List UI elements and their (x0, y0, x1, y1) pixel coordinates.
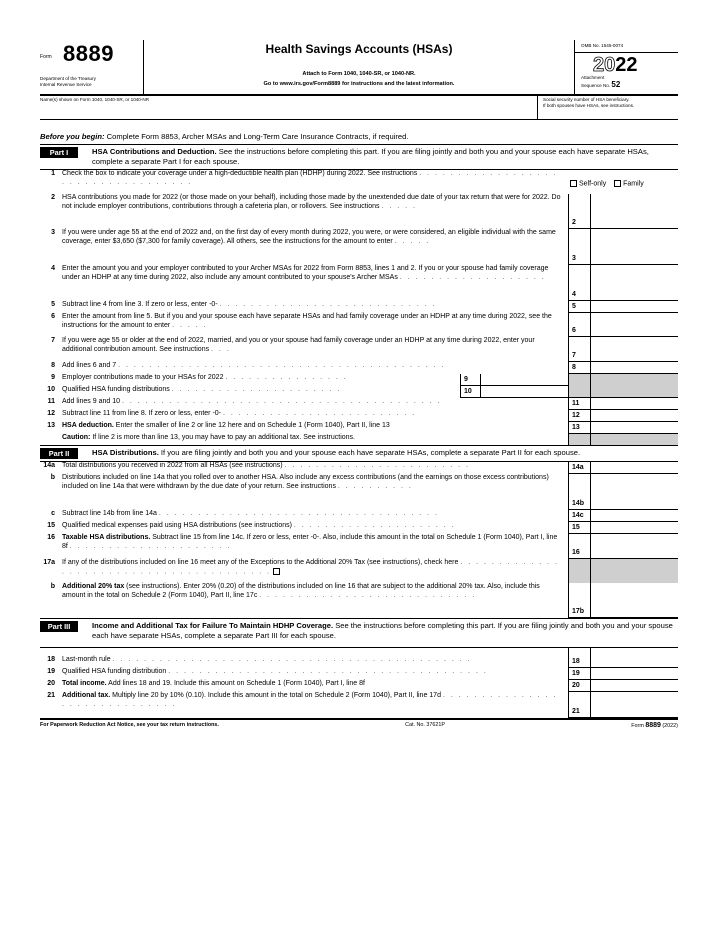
department: Department of the Treasury Internal Revenue Service (40, 76, 96, 87)
line-8 (40, 362, 678, 374)
footer-form-word: Form (631, 722, 644, 729)
line-7 (40, 337, 678, 362)
line-number-blank (40, 434, 62, 445)
family-label: Family (623, 180, 644, 188)
spacer-text (62, 648, 568, 656)
line-16-text: Subtract line 15 from line 14c. If zero or less, enter -0-. Also, include this amount in the total on Schedule 1 (Form 1040), Part I, line 8f (62, 534, 558, 550)
shaded-cell (568, 386, 590, 398)
line-9 (40, 374, 678, 386)
line-5 (40, 301, 678, 313)
shaded-cell (568, 559, 590, 583)
line-7-box-label: 7 (568, 337, 590, 362)
form-header (40, 40, 678, 96)
attachment-sequence-label: Attachment Sequence No. (581, 74, 611, 89)
line-number: 12 (47, 410, 55, 418)
omb-block (574, 40, 678, 94)
line-19 (40, 668, 678, 680)
line-12-text: Subtract line 11 from line 8. If zero or less, enter -0- (62, 410, 221, 418)
line-17b-amount[interactable] (590, 583, 678, 618)
line-14b (40, 474, 678, 510)
line-2 (40, 194, 678, 229)
part2-tag: Part II (40, 448, 78, 459)
line-number: 9 (51, 374, 55, 382)
line-text (62, 434, 568, 445)
part3-title: Income and Additional Tax for Failure To Maintain HDHP Coverage. (92, 621, 334, 631)
line-6-text: Enter the amount from line 5. But if you and your spouse each have separate HSAs and had family coverage under an HDHP at any time during 2022, see the instructions for the amount to enter (62, 313, 552, 329)
line-text: Subtract line 4 from line 3. If zero or less, enter -0- . . . . . . . . . . . . . . . . . . . . . . . . . . . . (62, 301, 437, 309)
line-13-amount[interactable] (590, 422, 678, 434)
line-number: b (50, 583, 55, 591)
footer-cat: Cat. No. 37621P (405, 721, 446, 728)
line-text: If you were under age 55 at the end of 2022 and, on the first day of every month during 2022, you were, or were considered, an eligible individual with the same coverage, enter $3,650 ($7,300 for family coverage). All others, see the instructions for the amount to enter . . . . . (62, 229, 556, 245)
part1-header (40, 145, 678, 170)
line-number: 11 (47, 398, 55, 406)
line-15-text: Qualified medical expenses paid using HSA distributions (see instructions) (62, 522, 292, 530)
line-text: Add lines 9 and 10 . . . . . . . . . . . . . . . . . . . . . . . . . . . . . . . . . . . . . . . . . (62, 398, 442, 406)
name-field[interactable] (40, 96, 538, 119)
line-number: 10 (47, 386, 55, 394)
footer-form-number: 8889 (645, 721, 661, 729)
caution-text: If line 2 is more than line 13, you may have to pay an additional tax. See instructions. (90, 434, 355, 442)
shaded-cell (568, 434, 590, 445)
line-text: Total distributions you received in 2022 from all HSAs (see instructions) . . . . . . . . . . . . . . . . . . . . . . . . (62, 462, 470, 470)
line-2-box-label: 2 (568, 194, 590, 229)
line-14b-text: Distributions included on line 14a that you rolled over to another HSA. Also include any excess contributions (and the earnings on those excess contributions) included on line 14a that were withdrawn by the due date of your return. See instructions (62, 474, 549, 490)
line-text: Taxable HSA distributions. Subtract line 15 from line 14c. If zero or less, enter -0-. Also, include this amount in the total on Schedule 1 (Form 1040), Part I, line 8f . . . . . . . . . . . . . . . . . . . . . (62, 534, 558, 550)
line-18-box-label: 18 (568, 656, 590, 668)
line-text: Subtract line 11 from line 8. If zero or less, enter -0- . . . . . . . . . . . . . . . . . . . . . . . . . (62, 410, 417, 418)
line-number: 3 (51, 229, 55, 237)
line-text: Qualified HSA funding distributions . . . . . . . . . . . . . . . . . . . . . . (62, 386, 342, 394)
part2-title: HSA Distributions. (92, 448, 159, 458)
line-6 (40, 313, 678, 337)
line-17b-text: (see instructions). Enter 20% (0.20) of the distributions included on line 16 that are subject to the additional 20% tax. Also, include this amount in the total on Schedule 2 (Form 1040), Part II, line 17c (62, 583, 540, 599)
before-text: Complete Form 8853, Archer MSAs and Long-Term Care Insurance Contracts, if required. (104, 132, 409, 141)
tax-year (575, 55, 678, 75)
line-4-text: Enter the amount you and your employer contributed to your Archer MSAs for 2022 from Form 8853, lines 1 and 2. If you or your spouse had family coverage under an HDHP at any time during 2022, also include any amount contributed to your spouse's Archer MSAs (62, 265, 549, 281)
ssn-field[interactable] (538, 96, 678, 119)
line-20-text: Add lines 18 and 19. Include this amount on Schedule 1 (Form 1040), Part I, line 8f (106, 679, 365, 687)
part1-tag: Part I (40, 147, 78, 158)
before-lead: Before you begin: (40, 132, 105, 141)
part2-text (92, 448, 580, 459)
form-footer (40, 718, 678, 731)
shaded-cell (590, 559, 678, 583)
line-10 (40, 386, 678, 398)
line-11-box-label: 11 (568, 398, 590, 410)
line-7-amount[interactable] (590, 337, 678, 362)
line-4-amount[interactable] (590, 265, 678, 301)
line-15 (40, 522, 678, 534)
line-14c-amount[interactable] (590, 510, 678, 522)
footer-year: (2022) (662, 722, 678, 729)
line-14c (40, 510, 678, 522)
part1-title: HSA Contributions and Deduction. (92, 147, 217, 157)
line-18-text: Last-month rule (62, 655, 111, 663)
line-6-amount[interactable] (590, 313, 678, 337)
line-13 (40, 422, 678, 434)
line-11-text: Add lines 9 and 10 (62, 398, 120, 406)
year-suffix: 22 (615, 53, 638, 76)
shaded-cell (590, 386, 678, 398)
coverage-choices (568, 180, 678, 189)
line-20 (40, 680, 678, 692)
part3-tag: Part III (40, 621, 78, 632)
line-16-lead: Taxable HSA distributions. (62, 534, 151, 542)
line-9-mid (460, 374, 568, 386)
line-21 (40, 692, 678, 718)
line-3-amount[interactable] (590, 229, 678, 265)
line-5-text: Subtract line 4 from line 3. If zero or less, enter -0- (62, 301, 218, 309)
line-9-amount[interactable] (480, 374, 568, 386)
part2-header (40, 446, 678, 462)
line-number: 1 (51, 170, 55, 178)
line-8-box-label: 8 (568, 362, 590, 374)
year-prefix: 20 (593, 53, 616, 76)
line-21-lead: Additional tax. (62, 691, 111, 699)
line-12 (40, 410, 678, 422)
line-number: 20 (47, 679, 55, 687)
line-14b-amount[interactable] (590, 474, 678, 510)
line-17b (40, 583, 678, 619)
line-10-amount[interactable] (480, 386, 568, 398)
line-text: Qualified medical expenses paid using HSA distributions (see instructions) . . . . . . . . . . . . . . . . . . . . . (62, 522, 456, 530)
line-13-lead: HSA deduction. (62, 422, 114, 430)
blank-cell (568, 648, 590, 656)
line-14b-box-label: 14b (568, 474, 590, 510)
form-word: Form (40, 54, 52, 60)
line-17a (40, 559, 678, 583)
line-text: Check the box to indicate your coverage under a high-deductible health plan (HDHP) during 2022. See instructions . . . . . . . . . . . . . . . . . . . . . . . . . . . . . . . . . . . (62, 170, 558, 186)
line-text: Subtract line 14b from line 14a . . . . . . . . . . . . . . . . . . . . . . . . . . . . . . . . . . . . (62, 510, 439, 518)
line-number: 2 (51, 194, 55, 202)
line-21-text: Multiply line 20 by 10% (0.10). Include this amount in the total on Schedule 2 (Form 1040), Part II, line 17d (110, 691, 441, 699)
line-20-lead: Total income. (62, 679, 107, 687)
line-13-text: Enter the smaller of line 2 or line 12 here and on Schedule 1 (Form 1040), Part II, line 13 (113, 422, 390, 430)
shaded-cell (568, 374, 590, 386)
line-number: 4 (51, 265, 55, 273)
sequence-number: 52 (611, 80, 621, 90)
shaded-cell (590, 434, 678, 445)
line-19-box-label: 19 (568, 668, 590, 680)
name-label: Name(s) shown on Form 1040, 1040-SR, or 1040-NR (40, 97, 150, 102)
line-13-caution (40, 434, 678, 446)
line-10-mid (460, 386, 568, 398)
line-19-amount[interactable] (590, 668, 678, 680)
line-text: Additional 20% tax (see instructions). Enter 20% (0.20) of the distributions included on line 16 that are subject to the additional 20% tax. Also, include this amount in the total on Schedule 2 (Form 1040), Part II, line 17c . . . . . . . . . . . . . . . . . . . . . . . . . . . . (62, 583, 540, 599)
line-text: If you were age 55 or older at the end of 2022, married, and you or your spouse had family coverage under an HDHP at any time during 2022, enter your additional contribution amount. See instructions . . . (62, 337, 535, 353)
line-text (62, 680, 568, 692)
footer-notice: For Paperwork Reduction Act Notice, see your tax return instructions. (40, 721, 219, 728)
line-number: c (51, 510, 55, 518)
line-number: 17a (43, 559, 55, 567)
line-number: 19 (47, 667, 55, 675)
line-14a-box-label: 14a (568, 462, 590, 474)
self-only-label: Self-only (579, 180, 607, 188)
line-14a-amount[interactable] (590, 462, 678, 474)
line-14a (40, 462, 678, 474)
line-4-box-label: 4 (568, 265, 590, 301)
line-number: 7 (51, 337, 55, 345)
line-18-amount[interactable] (590, 656, 678, 668)
part3-text (92, 621, 678, 641)
line-number: b (50, 474, 55, 482)
line-6-box-label: 6 (568, 313, 590, 337)
line-16 (40, 534, 678, 559)
form-title-block (144, 40, 574, 94)
line-15-amount[interactable] (590, 522, 678, 534)
form-id-block (40, 40, 144, 94)
line-11-amount[interactable] (590, 398, 678, 410)
line-9-text: Employer contributions made to your HSAs for 2022 (62, 374, 224, 382)
line-14c-box-label: 14c (568, 510, 590, 522)
footer-form-id (631, 722, 678, 731)
line-19-text: Qualified HSA funding distribution (62, 667, 167, 675)
line-13-box-label: 13 (568, 422, 590, 434)
line-10-box-label: 10 (460, 386, 480, 398)
family-checkbox[interactable] (614, 180, 621, 187)
part2-desc: If you are filing jointly and both you and your spouse each have separate HSAs, complete a separate Part II for each spouse. (158, 448, 581, 458)
line-5-amount[interactable] (590, 301, 678, 313)
line-7-text: If you were age 55 or older at the end of 2022, married, and you or your spouse had family coverage under an HDHP at any time during 2022, enter your additional contribution amount. See instructions (62, 337, 535, 353)
goto-note: Go to www.irs.gov/Form8889 for instructions and the latest information. (263, 80, 455, 87)
line-5-box-label: 5 (568, 301, 590, 313)
line-21-amount[interactable] (590, 692, 678, 718)
line-text: If any of the distributions included on line 16 meet any of the Exceptions to the Additional 20% Tax (see instructions), check here . . . . . . . . . . . . . . . . . . . . . . . . . . . . . . . . . . . . . . . . (62, 559, 559, 576)
line-4 (40, 265, 678, 301)
line-text: Enter the amount you and your employer contributed to your Archer MSAs for 2022 from Form 8853, lines 1 and 2. If you or your spouse had family coverage under an HDHP at any time during 2022, also include any amount contributed to your spouse's Archer MSAs . . . . . . . . . . . . . . . . . . . (62, 265, 549, 281)
line-2-amount[interactable] (590, 194, 678, 229)
line-text: Enter the amount from line 5. But if you and your spouse each have separate HSAs and had family coverage under an HDHP at any time during 2022, see the instructions for the amount to enter . . . . . (62, 313, 552, 329)
form-title: Health Savings Accounts (HSAs) (265, 42, 453, 56)
line-text: HSA contributions you made for 2022 (or those made on your behalf), including those made by the unextended due date of your tax return that were for 2022. Do not include employer contributions, contributions through a cafeteria plan, or rollovers. See instructions . . . . . (62, 194, 561, 210)
line-2-text: HSA contributions you made for 2022 (or those made on your behalf), including those made by the unextended due date of your tax return that were for 2022. Do not include employer contributions, contributions through a cafeteria plan, or rollovers. See instructions (62, 194, 561, 210)
line-16-box-label: 16 (568, 534, 590, 559)
omb-number: OMB No. 1545-0074 (575, 40, 678, 53)
line-14c-text: Subtract line 14b from line 14a (62, 510, 157, 518)
line-17b-box-label: 17b (568, 583, 590, 618)
attachment-sequence (575, 75, 678, 90)
line-12-box-label: 12 (568, 410, 590, 422)
line-number: 5 (51, 301, 55, 309)
blank-cell (590, 648, 678, 656)
line-number: 15 (47, 522, 55, 530)
line-18 (40, 656, 678, 668)
line-3 (40, 229, 678, 265)
line-number: 8 (51, 362, 55, 370)
part3-header (40, 619, 678, 648)
line-11 (40, 398, 678, 410)
line-number-blank (40, 648, 62, 656)
line-9-box-label: 9 (460, 374, 480, 386)
line-number: 18 (47, 655, 55, 663)
exception-checkbox[interactable] (273, 568, 280, 575)
line-17b-lead: Additional 20% tax (62, 583, 125, 591)
line-number: 21 (47, 691, 55, 699)
line-3-box-label: 3 (568, 229, 590, 265)
line-8-text: Add lines 6 and 7 (62, 362, 117, 370)
shaded-cell (590, 374, 678, 386)
line-number: 13 (47, 422, 55, 430)
part1-desc: See the instructions before completing this part. If you are filing jointly and both you and your spouse each have separate HSAs, complete a separate Part I for each spouse. (92, 147, 649, 167)
line-text: Qualified HSA funding distribution . . . . . . . . . . . . . . . . . . . . . . . . . . . . . . . . . . . . . . . . . (62, 667, 488, 675)
line-text: Distributions included on line 14a that you rolled over to another HSA. Also include any excess contributions (and the earnings on those excess contributions) included on line 14a that were withdrawn by the due date of your return. See instructions . . . . . . . . . . (62, 474, 549, 490)
ssn-label: Social security number of HSA beneficiary. If both spouses have HSAs, see instructions. (543, 97, 635, 108)
caution-lead: Caution: (62, 434, 91, 442)
form-number: 8889 (63, 41, 114, 66)
line-1-text: Check the box to indicate your coverage under a high-deductible health plan (HDHP) during 2022. See instructions (62, 170, 418, 178)
part1-text (92, 147, 678, 167)
form-page (40, 40, 678, 731)
attach-note: Attach to Form 1040, 1040-SR, or 1040-NR. (302, 71, 416, 77)
line-number: 6 (51, 313, 55, 321)
line-10-text: Qualified HSA funding distributions (62, 386, 170, 394)
line-text: Last-month rule . . . . . . . . . . . . . . . . . . . . . . . . . . . . . . . . . . . . . . . . . . . . . . (62, 655, 472, 663)
name-row (40, 96, 678, 120)
line-number: 14a (43, 462, 55, 470)
line-15-box-label: 15 (568, 522, 590, 534)
line-8-amount[interactable] (590, 362, 678, 374)
part3-spacer (40, 648, 678, 656)
line-text: Employer contributions made to your HSAs for 2022 . . . . . . . . . . . . . . . . (62, 374, 348, 382)
line-21-box-label: 21 (568, 692, 590, 718)
self-only-checkbox[interactable] (570, 180, 577, 187)
line-12-amount[interactable] (590, 410, 678, 422)
line-text (62, 422, 568, 434)
before-you-begin (40, 120, 678, 145)
line-text: Additional tax. Multiply line 20 by 10% (0.10). Include this amount in the total on Schedule 2 (Form 1040), Part II, line 17d . . . . . . . . . . . . . . . . . . . . . . . . . . . . . . (62, 691, 558, 708)
line-17a-text: If any of the distributions included on line 16 meet any of the Exceptions to the Additional 20% Tax (see instructions), check here (62, 559, 459, 567)
line-1 (40, 170, 678, 194)
line-16-amount[interactable] (590, 534, 678, 559)
line-3-text: If you were under age 55 at the end of 2022 and, on the first day of every month during 2022, you were, or were considered, an eligible individual with the same coverage, enter $3,650 ($7,300 for family coverage). All others, see the instructions for the amount to enter (62, 229, 556, 245)
part3-desc: See the instructions before completing this part. If you are filing jointly and both you and your spouse each have separate HSAs, complete a separate Part III for each spouse. (92, 621, 673, 641)
line-number: 16 (47, 534, 55, 542)
line-20-box-label: 20 (568, 680, 590, 692)
line-14a-text: Total distributions you received in 2022 from all HSAs (see instructions) (62, 462, 283, 470)
line-20-amount[interactable] (590, 680, 678, 692)
line-text: Add lines 6 and 7 . . . . . . . . . . . . . . . . . . . . . . . . . . . . . . . . . . . . . . . . . . (62, 362, 446, 370)
